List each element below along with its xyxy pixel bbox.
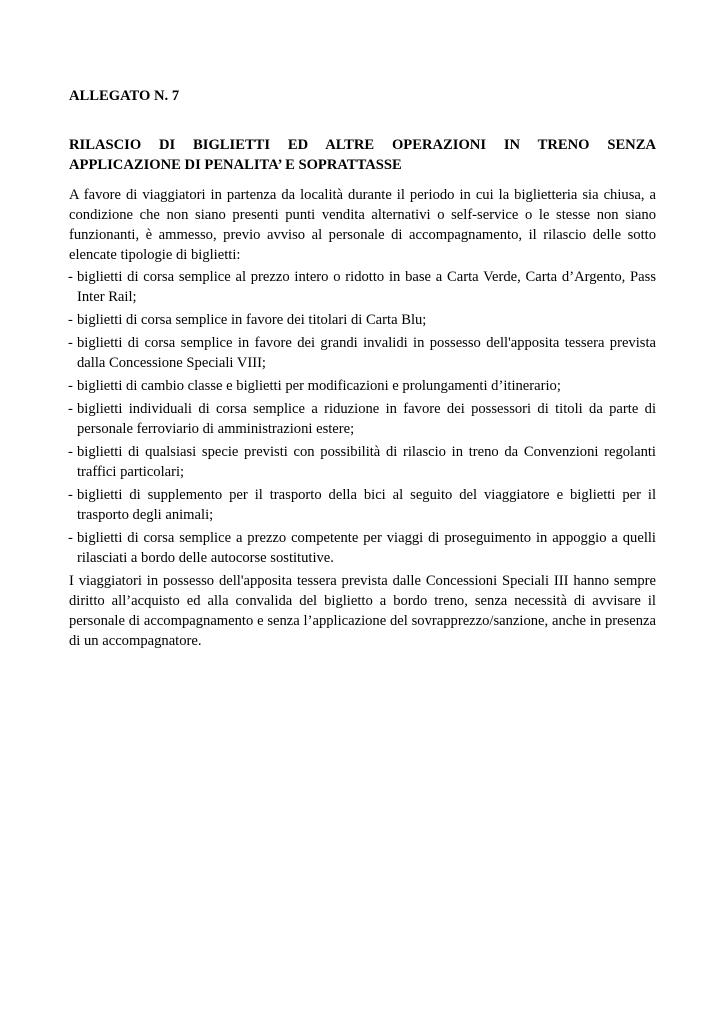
bullet-dash: - — [68, 312, 73, 328]
list-item-text: biglietti di corsa semplice al prezzo intero o ridotto in base a Carta Verde, Carta d’Argento, Pass Inter Rail; — [77, 269, 656, 305]
list-item — [69, 310, 656, 330]
bullet-dash: - — [68, 530, 73, 546]
list-item — [69, 485, 656, 525]
bullet-dash: - — [68, 401, 73, 417]
list-item-text: biglietti di cambio classe e biglietti per modificazioni e prolungamenti d’itinerario; — [77, 378, 561, 394]
bullet-dash: - — [68, 335, 73, 351]
document-title-line-1: RILASCIO DI BIGLIETTI ED ALTRE OPERAZIONI IN TRENO SENZA — [69, 137, 656, 153]
list-item-text: biglietti individuali di corsa semplice a riduzione in favore dei possessori di titoli da parte di personale ferroviario di amministrazioni estere; — [77, 401, 656, 437]
list-item-text: biglietti di qualsiasi specie previsti con possibilità di rilascio in treno da Convenzioni regolanti traffici particolari; — [77, 444, 656, 480]
list-item — [69, 267, 656, 307]
ticket-types-list — [69, 267, 656, 568]
bullet-dash: - — [68, 444, 73, 460]
bullet-dash: - — [68, 487, 73, 503]
closing-paragraph: I viaggiatori in possesso dell'apposita tessera prevista dalle Concessioni Speciali III hanno sempre diritto all’acquisto ed alla convalida del biglietto a bordo treno, senza necessità di avvisare il personale di accompagnamento e senza l’applicazione del sovrapprezzo/sanzione, anche in presenza di un accompagnatore. — [69, 573, 656, 649]
list-item-text: biglietti di corsa semplice a prezzo competente per viaggi di proseguimento in appoggio a quelli rilasciati a bordo delle autocorse sostitutive. — [77, 530, 656, 566]
list-item-text: biglietti di corsa semplice in favore dei titolari di Carta Blu; — [77, 312, 427, 328]
document-title-line-2: APPLICAZIONE DI PENALITA’ E SOPRATTASSE — [69, 157, 402, 173]
list-item-text: biglietti di supplemento per il trasporto della bici al seguito del viaggiatore e biglietti per il trasporto degli animali; — [77, 487, 656, 523]
document-title — [69, 135, 656, 175]
list-item — [69, 528, 656, 568]
list-item — [69, 399, 656, 439]
list-item — [69, 333, 656, 373]
document-body — [69, 86, 656, 651]
list-item — [69, 442, 656, 482]
intro-paragraph: A favore di viaggiatori in partenza da località durante il periodo in cui la biglietteria sia chiusa, a condizione che non siano presenti punti vendita alternativi o self-service o le stesse non siano funzionanti, è ammesso, previo avviso al personale di accompagnamento, il rilascio delle sotto elencate tipologie di biglietti: — [69, 187, 656, 263]
annex-label: ALLEGATO N. 7 — [69, 88, 180, 104]
list-item-text: biglietti di corsa semplice in favore dei grandi invalidi in possesso dell'apposita tessera prevista dalla Concessione Speciali VIII; — [77, 335, 656, 371]
bullet-dash: - — [68, 269, 73, 285]
bullet-dash: - — [68, 378, 73, 394]
list-item — [69, 376, 656, 396]
